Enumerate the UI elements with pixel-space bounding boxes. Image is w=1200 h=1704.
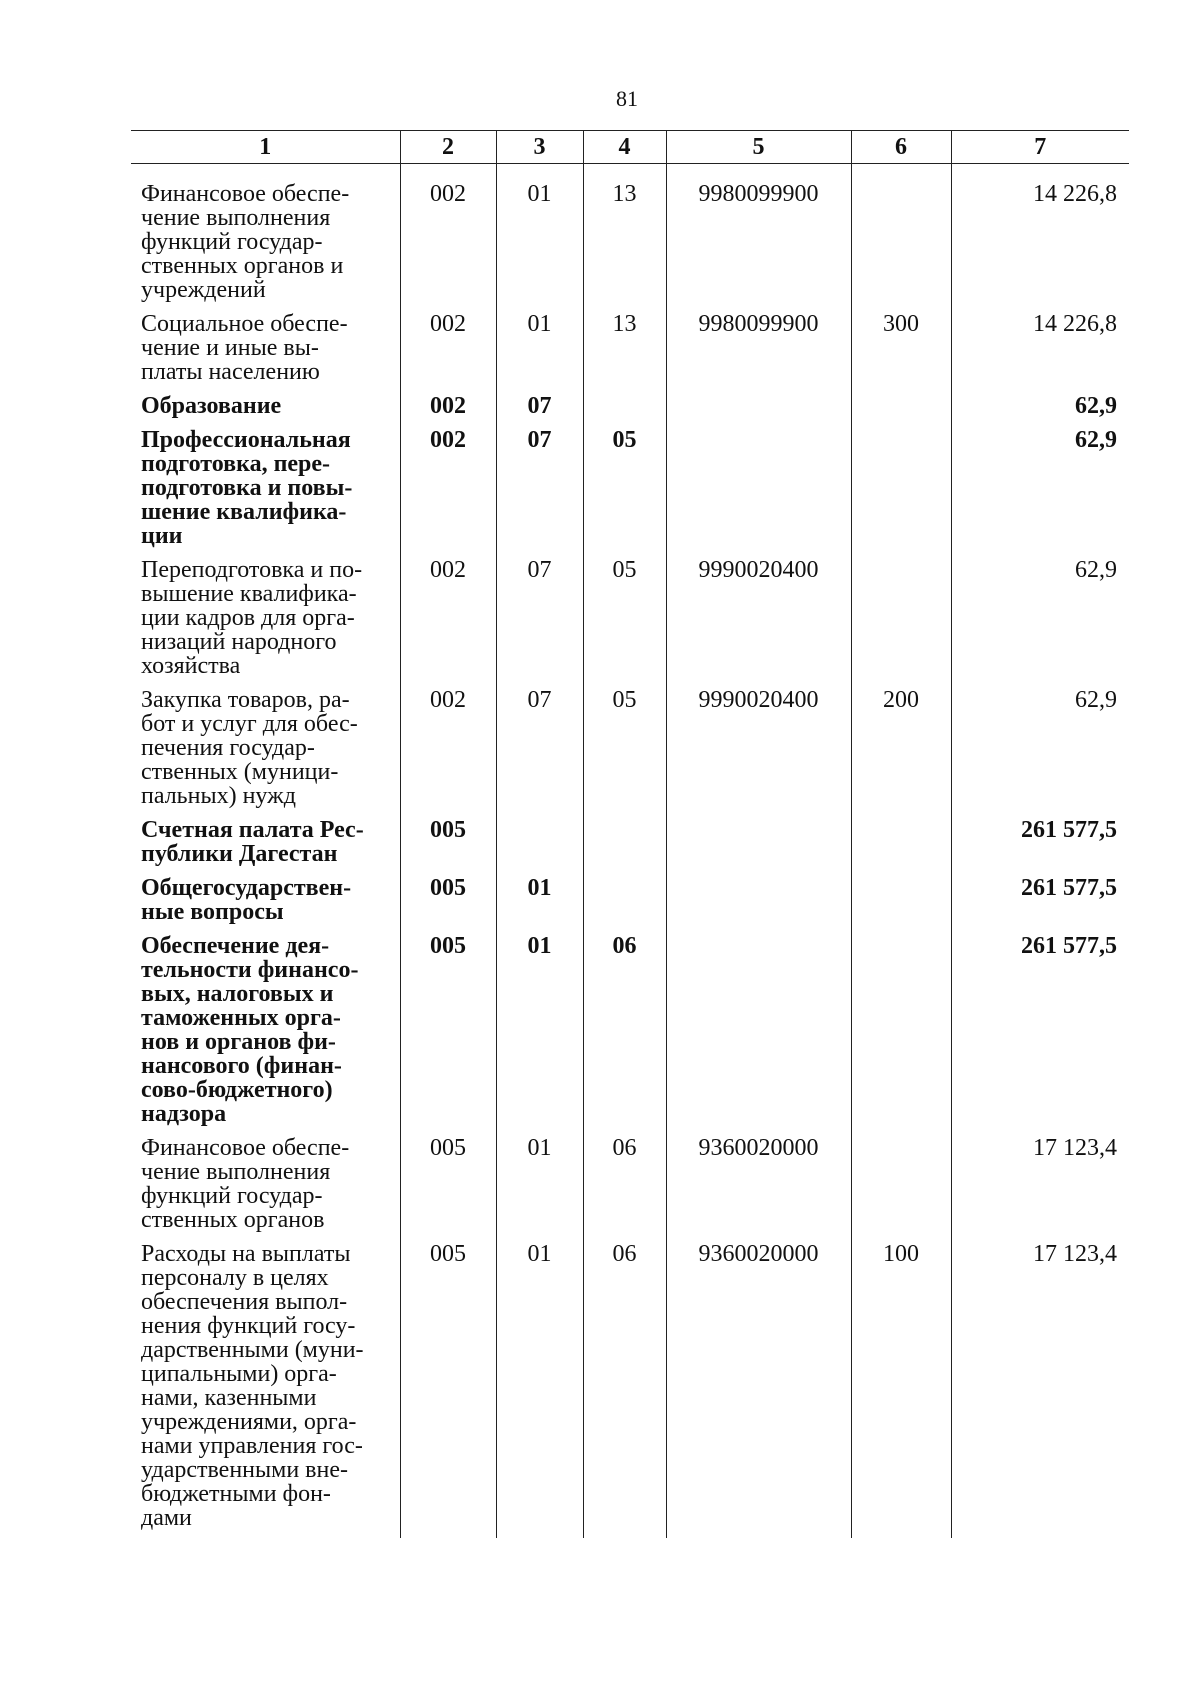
item-name-text: Финансовое обеспе- чение выполнения функций государ- ственных органов <box>141 1135 350 1233</box>
target-article-code-text: 9990020400 <box>698 687 819 713</box>
cell-item-name <box>131 818 400 876</box>
target-article-code-text: 9980099900 <box>698 311 819 337</box>
cell-chapter-code <box>400 558 496 688</box>
item-name-text: Закупка товаров, ра- бот и услуг для обес- печения государ- ственных (муници- пальных) нужд <box>141 687 358 809</box>
header-row <box>131 131 1129 164</box>
chapter-code-text: 002 <box>430 181 466 207</box>
cell-amount <box>951 1136 1129 1242</box>
table-body <box>131 164 1129 1539</box>
cell-subsection-code <box>583 312 666 394</box>
cell-amount <box>951 428 1129 558</box>
cell-chapter-code <box>400 876 496 934</box>
cell-target-article-code <box>666 164 851 313</box>
subsection-code-text: 13 <box>612 311 637 337</box>
item-name-text: Общегосударствен- ные вопросы <box>141 875 352 925</box>
cell-amount <box>951 818 1129 876</box>
cell-section-code <box>496 818 583 876</box>
column-header-3: 3 <box>496 131 583 164</box>
cell-target-article-code <box>666 428 851 558</box>
cell-item-name <box>131 934 400 1136</box>
cell-amount <box>951 1242 1129 1538</box>
cell-target-article-code <box>666 558 851 688</box>
section-code-text: 01 <box>527 1135 552 1161</box>
amount-text: 62,9 <box>1075 427 1117 453</box>
cell-amount <box>951 934 1129 1136</box>
budget-table <box>131 130 1129 1538</box>
table-row <box>131 818 1129 876</box>
cell-section-code <box>496 164 583 313</box>
item-name-text: Финансовое обеспе- чение выполнения функций государ- ственных органов и учреждений <box>141 181 350 303</box>
cell-chapter-code <box>400 1242 496 1538</box>
cell-section-code <box>496 558 583 688</box>
amount-text: 261 577,5 <box>1021 875 1117 901</box>
cell-target-article-code <box>666 394 851 428</box>
cell-item-name <box>131 688 400 818</box>
table-row <box>131 312 1129 394</box>
cell-amount <box>951 558 1129 688</box>
chapter-code-text: 002 <box>430 427 466 453</box>
column-header-5: 5 <box>666 131 851 164</box>
cell-amount <box>951 688 1129 818</box>
expense-type-code-text: 200 <box>883 687 919 713</box>
cell-subsection-code <box>583 1136 666 1242</box>
cell-section-code <box>496 688 583 818</box>
cell-expense-type-code <box>851 558 951 688</box>
subsection-code-text: 06 <box>612 1135 637 1161</box>
cell-expense-type-code <box>851 876 951 934</box>
cell-section-code <box>496 876 583 934</box>
chapter-code-text: 005 <box>430 1241 466 1267</box>
column-header-7: 7 <box>951 131 1129 164</box>
section-code-text: 01 <box>527 311 552 337</box>
section-code-text: 01 <box>527 1241 552 1267</box>
cell-amount <box>951 312 1129 394</box>
subsection-code-text: 05 <box>612 687 637 713</box>
cell-item-name <box>131 164 400 313</box>
chapter-code-text: 002 <box>430 311 466 337</box>
amount-text: 14 226,8 <box>1033 311 1117 337</box>
section-code-text: 07 <box>527 687 552 713</box>
table-row <box>131 394 1129 428</box>
cell-item-name <box>131 876 400 934</box>
chapter-code-text: 002 <box>430 687 466 713</box>
amount-text: 17 123,4 <box>1033 1135 1117 1161</box>
cell-item-name <box>131 1242 400 1538</box>
item-name-text: Профессиональная подготовка, пере- подготовка и повы- шение квалифика- ции <box>141 427 353 549</box>
cell-expense-type-code <box>851 312 951 394</box>
section-code-text: 07 <box>527 393 552 419</box>
table-header <box>131 131 1129 164</box>
cell-chapter-code <box>400 688 496 818</box>
cell-chapter-code <box>400 428 496 558</box>
section-code-text: 07 <box>527 427 552 453</box>
target-article-code-text: 9360020000 <box>698 1241 819 1267</box>
cell-section-code <box>496 934 583 1136</box>
target-article-code-text: 9990020400 <box>698 557 819 583</box>
amount-text: 62,9 <box>1075 687 1117 713</box>
table-row <box>131 164 1129 313</box>
cell-subsection-code <box>583 934 666 1136</box>
cell-subsection-code <box>583 818 666 876</box>
cell-item-name <box>131 428 400 558</box>
item-name-text: Счетная палата Рес- публики Дагестан <box>141 817 364 867</box>
cell-amount <box>951 876 1129 934</box>
table-row <box>131 1136 1129 1242</box>
cell-item-name <box>131 312 400 394</box>
section-code-text: 01 <box>527 933 552 959</box>
cell-target-article-code <box>666 688 851 818</box>
cell-target-article-code <box>666 312 851 394</box>
amount-text: 261 577,5 <box>1021 933 1117 959</box>
subsection-code-text: 06 <box>612 933 637 959</box>
item-name-text: Расходы на выплаты персоналу в целях обеспечения выпол- нения функций госу- дарственными (муни- ципальными) орга- нами, казенными учреждениями, орга- нами управления гос- ударственными вне- бюджетными фон- дами <box>141 1241 364 1531</box>
cell-item-name <box>131 558 400 688</box>
column-header-6: 6 <box>851 131 951 164</box>
cell-chapter-code <box>400 934 496 1136</box>
subsection-code-text: 05 <box>612 557 637 583</box>
item-name-text: Переподготовка и по- вышение квалифика- ции кадров для орга- низаций народного хозяйства <box>141 557 363 679</box>
cell-chapter-code <box>400 312 496 394</box>
cell-target-article-code <box>666 934 851 1136</box>
section-code-text: 07 <box>527 557 552 583</box>
cell-chapter-code <box>400 1136 496 1242</box>
chapter-code-text: 005 <box>430 817 466 843</box>
table-row <box>131 1242 1129 1538</box>
subsection-code-text: 13 <box>612 181 637 207</box>
chapter-code-text: 005 <box>430 875 466 901</box>
cell-section-code <box>496 428 583 558</box>
cell-item-name <box>131 1136 400 1242</box>
expense-type-code-text: 300 <box>883 311 919 337</box>
subsection-code-text: 05 <box>612 427 637 453</box>
chapter-code-text: 005 <box>430 1135 466 1161</box>
column-header-4: 4 <box>583 131 666 164</box>
cell-expense-type-code <box>851 428 951 558</box>
cell-section-code <box>496 394 583 428</box>
column-header-2: 2 <box>400 131 496 164</box>
amount-text: 261 577,5 <box>1021 817 1117 843</box>
cell-item-name <box>131 394 400 428</box>
cell-target-article-code <box>666 818 851 876</box>
cell-expense-type-code <box>851 394 951 428</box>
cell-section-code <box>496 1242 583 1538</box>
cell-expense-type-code <box>851 818 951 876</box>
cell-chapter-code <box>400 394 496 428</box>
amount-text: 17 123,4 <box>1033 1241 1117 1267</box>
table-row <box>131 428 1129 558</box>
cell-subsection-code <box>583 394 666 428</box>
cell-section-code <box>496 312 583 394</box>
cell-expense-type-code <box>851 688 951 818</box>
column-header-1: 1 <box>131 131 400 164</box>
table-row <box>131 934 1129 1136</box>
cell-expense-type-code <box>851 164 951 313</box>
table-row <box>131 876 1129 934</box>
section-code-text: 01 <box>527 875 552 901</box>
cell-chapter-code <box>400 164 496 313</box>
cell-amount <box>951 164 1129 313</box>
amount-text: 62,9 <box>1075 393 1117 419</box>
chapter-code-text: 002 <box>430 557 466 583</box>
cell-expense-type-code <box>851 1136 951 1242</box>
cell-subsection-code <box>583 688 666 818</box>
section-code-text: 01 <box>527 181 552 207</box>
amount-text: 14 226,8 <box>1033 181 1117 207</box>
cell-subsection-code <box>583 428 666 558</box>
cell-subsection-code <box>583 164 666 313</box>
page-number: 81 <box>616 86 638 111</box>
chapter-code-text: 005 <box>430 933 466 959</box>
cell-expense-type-code <box>851 1242 951 1538</box>
cell-expense-type-code <box>851 934 951 1136</box>
cell-subsection-code <box>583 558 666 688</box>
cell-amount <box>951 394 1129 428</box>
table-row <box>131 688 1129 818</box>
cell-subsection-code <box>583 1242 666 1538</box>
item-name-text: Обеспечение дея- тельности финансо- вых, налоговых и таможенных орга- нов и органов фи- нансового (финан- сово-бюджетного) надзора <box>141 933 359 1127</box>
cell-target-article-code <box>666 876 851 934</box>
cell-chapter-code <box>400 818 496 876</box>
cell-section-code <box>496 1136 583 1242</box>
amount-text: 62,9 <box>1075 557 1117 583</box>
item-name-text: Образование <box>141 393 282 419</box>
cell-subsection-code <box>583 876 666 934</box>
target-article-code-text: 9980099900 <box>698 181 819 207</box>
cell-target-article-code <box>666 1136 851 1242</box>
subsection-code-text: 06 <box>612 1241 637 1267</box>
chapter-code-text: 002 <box>430 393 466 419</box>
target-article-code-text: 9360020000 <box>698 1135 819 1161</box>
cell-target-article-code <box>666 1242 851 1538</box>
item-name-text: Социальное обеспе- чение и иные вы- платы населению <box>141 311 348 385</box>
table-row <box>131 558 1129 688</box>
expense-type-code-text: 100 <box>883 1241 919 1267</box>
